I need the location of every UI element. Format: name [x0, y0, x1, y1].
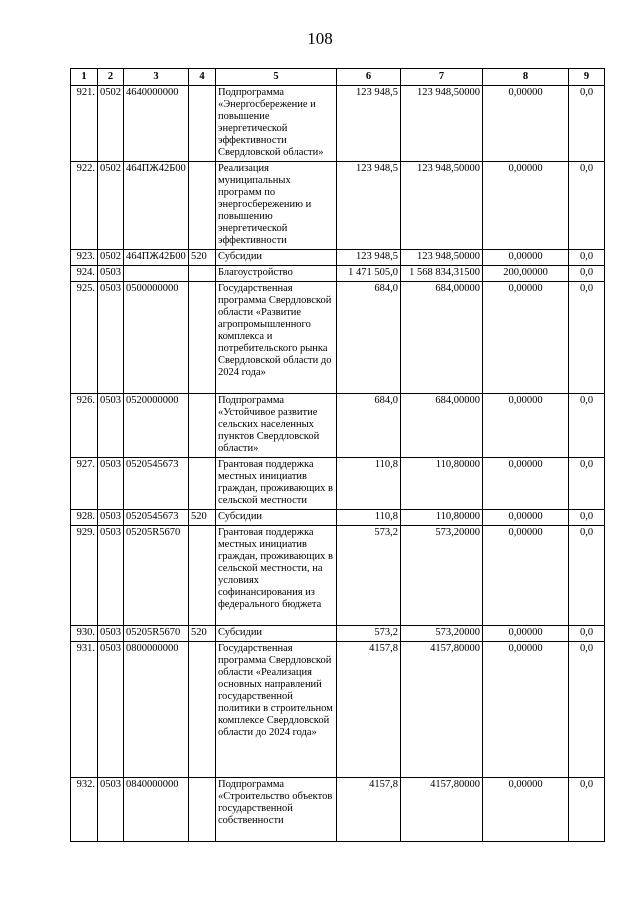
target-article-code: 0520000000: [124, 394, 189, 458]
item-name: Реализация муниципальных программ по энергосбережению и повышению энергетической эффективности: [216, 162, 337, 250]
table-row: [71, 162, 605, 250]
amount-col7: 4157,80000: [401, 642, 483, 778]
amount-col6: 110,8: [337, 510, 401, 526]
expense-type-code: [189, 162, 216, 250]
amount-col6: 4157,8: [337, 778, 401, 842]
section-code: 0503: [98, 394, 124, 458]
table-row: [71, 626, 605, 642]
item-name: Подпрограмма «Устойчивое развитие сельских населенных пунктов Свердловской области»: [216, 394, 337, 458]
amount-col6: 123 948,5: [337, 250, 401, 266]
amount-col6: 684,0: [337, 282, 401, 394]
amount-col7: 4157,80000: [401, 778, 483, 842]
section-code: 0502: [98, 250, 124, 266]
expense-type-code: [189, 394, 216, 458]
target-article-code: 464ПЖ42Б00: [124, 250, 189, 266]
amount-col9: 0,0: [569, 642, 605, 778]
amount-col9: 0,0: [569, 266, 605, 282]
section-code: 0503: [98, 510, 124, 526]
amount-col8: 0,00000: [483, 282, 569, 394]
amount-col6: 110,8: [337, 458, 401, 510]
budget-table: [70, 68, 605, 842]
row-number: 928.: [71, 510, 98, 526]
amount-col7: 110,80000: [401, 510, 483, 526]
column-header: 2: [98, 69, 124, 86]
amount-col9: 0,0: [569, 282, 605, 394]
amount-col8: 0,00000: [483, 86, 569, 162]
amount-col8: 0,00000: [483, 778, 569, 842]
target-article-code: 0800000000: [124, 642, 189, 778]
column-header: 7: [401, 69, 483, 86]
item-name: Подпрограмма «Строительство объектов государственной собственности: [216, 778, 337, 842]
amount-col9: 0,0: [569, 626, 605, 642]
item-name: Грантовая поддержка местных инициатив граждан, проживающих в сельской местности: [216, 458, 337, 510]
amount-col7: 1 568 834,31500: [401, 266, 483, 282]
expense-type-code: [189, 86, 216, 162]
amount-col8: 0,00000: [483, 642, 569, 778]
item-name: Подпрограмма «Энергосбережение и повышение энергетической эффективности Свердловской области»: [216, 86, 337, 162]
target-article-code: 464ПЖ42Б00: [124, 162, 189, 250]
section-code: 0503: [98, 526, 124, 626]
item-name: Субсидии: [216, 626, 337, 642]
column-header: 3: [124, 69, 189, 86]
header-row: [71, 69, 605, 86]
item-name: Благоустройство: [216, 266, 337, 282]
item-name: Субсидии: [216, 250, 337, 266]
row-number: 924.: [71, 266, 98, 282]
column-header: 4: [189, 69, 216, 86]
table-row: [71, 282, 605, 394]
amount-col8: 0,00000: [483, 458, 569, 510]
amount-col8: 0,00000: [483, 394, 569, 458]
section-code: 0503: [98, 458, 124, 510]
table-row: [71, 778, 605, 842]
row-number: 923.: [71, 250, 98, 266]
section-code: 0503: [98, 266, 124, 282]
row-number: 929.: [71, 526, 98, 626]
row-number: 921.: [71, 86, 98, 162]
amount-col9: 0,0: [569, 526, 605, 626]
amount-col7: 123 948,50000: [401, 162, 483, 250]
expense-type-code: 520: [189, 250, 216, 266]
amount-col8: 0,00000: [483, 626, 569, 642]
row-number: 932.: [71, 778, 98, 842]
amount-col6: 573,2: [337, 526, 401, 626]
amount-col8: 0,00000: [483, 526, 569, 626]
column-header: 5: [216, 69, 337, 86]
table-row: [71, 458, 605, 510]
section-code: 0503: [98, 642, 124, 778]
row-number: 927.: [71, 458, 98, 510]
column-header: 1: [71, 69, 98, 86]
amount-col7: 684,00000: [401, 282, 483, 394]
amount-col9: 0,0: [569, 394, 605, 458]
target-article-code: 4640000000: [124, 86, 189, 162]
row-number: 922.: [71, 162, 98, 250]
table-row: [71, 526, 605, 626]
row-number: 931.: [71, 642, 98, 778]
row-number: 925.: [71, 282, 98, 394]
expense-type-code: [189, 526, 216, 626]
row-number: 930.: [71, 626, 98, 642]
item-name: Грантовая поддержка местных инициатив граждан, проживающих в сельской местности, на условиях софинансирования из федерального бюджета: [216, 526, 337, 626]
expense-type-code: 520: [189, 626, 216, 642]
amount-col7: 123 948,50000: [401, 250, 483, 266]
section-code: 0502: [98, 162, 124, 250]
amount-col6: 684,0: [337, 394, 401, 458]
amount-col6: 123 948,5: [337, 162, 401, 250]
table-row: [71, 510, 605, 526]
target-article-code: 0520545673: [124, 458, 189, 510]
amount-col8: 0,00000: [483, 510, 569, 526]
section-code: 0503: [98, 778, 124, 842]
item-name: Государственная программа Свердловской области «Реализация основных направлений государственной политики в строительном комплексе Свердловской области до 2024 года»: [216, 642, 337, 778]
target-article-code: 0840000000: [124, 778, 189, 842]
amount-col7: 573,20000: [401, 626, 483, 642]
amount-col8: 0,00000: [483, 250, 569, 266]
amount-col9: 0,0: [569, 162, 605, 250]
table-row: [71, 86, 605, 162]
target-article-code: 0500000000: [124, 282, 189, 394]
amount-col7: 573,20000: [401, 526, 483, 626]
amount-col6: 4157,8: [337, 642, 401, 778]
amount-col9: 0,0: [569, 86, 605, 162]
section-code: 0503: [98, 282, 124, 394]
expense-type-code: [189, 642, 216, 778]
row-number: 926.: [71, 394, 98, 458]
expense-type-code: 520: [189, 510, 216, 526]
expense-type-code: [189, 282, 216, 394]
table-row: [71, 394, 605, 458]
amount-col9: 0,0: [569, 458, 605, 510]
target-article-code: [124, 266, 189, 282]
target-article-code: 05205R5670: [124, 526, 189, 626]
amount-col6: 123 948,5: [337, 86, 401, 162]
item-name: Государственная программа Свердловской области «Развитие агропромышленного комплекса и потребительского рынка Свердловской области до 2024 года»: [216, 282, 337, 394]
column-header: 6: [337, 69, 401, 86]
expense-type-code: [189, 458, 216, 510]
section-code: 0502: [98, 86, 124, 162]
amount-col8: 0,00000: [483, 162, 569, 250]
expense-type-code: [189, 778, 216, 842]
item-name: Субсидии: [216, 510, 337, 526]
column-header: 8: [483, 69, 569, 86]
amount-col6: 1 471 505,0: [337, 266, 401, 282]
amount-col7: 110,80000: [401, 458, 483, 510]
amount-col9: 0,0: [569, 510, 605, 526]
amount-col7: 123 948,50000: [401, 86, 483, 162]
amount-col7: 684,00000: [401, 394, 483, 458]
page-number: 108: [307, 29, 333, 48]
amount-col9: 0,0: [569, 250, 605, 266]
expense-type-code: [189, 266, 216, 282]
amount-col6: 573,2: [337, 626, 401, 642]
target-article-code: 0520545673: [124, 510, 189, 526]
section-code: 0503: [98, 626, 124, 642]
table-row: [71, 642, 605, 778]
amount-col8: 200,00000: [483, 266, 569, 282]
amount-col9: 0,0: [569, 778, 605, 842]
table-row: [71, 266, 605, 282]
column-header: 9: [569, 69, 605, 86]
target-article-code: 05205R5670: [124, 626, 189, 642]
table-row: [71, 250, 605, 266]
